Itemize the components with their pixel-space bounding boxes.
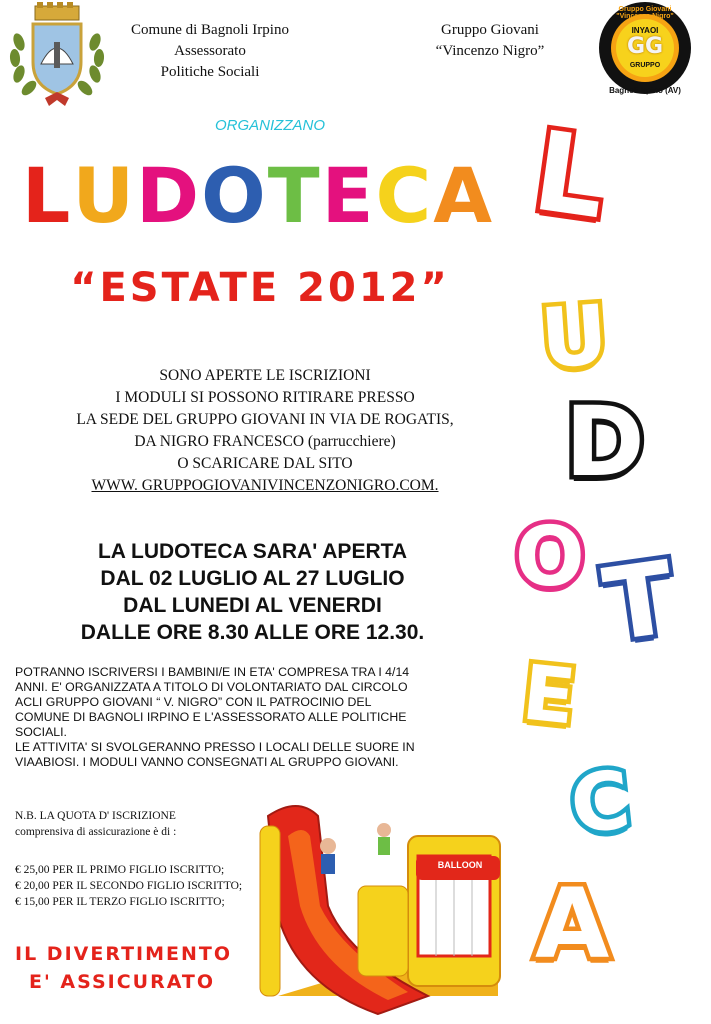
- logo-center-gg: GG: [626, 34, 664, 59]
- paragraph-line: POTRANNO ISCRIVERSI I BAMBINI/E IN ETA' COMPRESA TRA I 4/14: [15, 665, 410, 679]
- side-letter: A: [535, 868, 610, 980]
- fee-item: € 25,00 PER IL PRIMO FIGLIO ISCRITTO;: [15, 864, 225, 876]
- header-left-line-3: Politiche Sociali: [160, 64, 260, 80]
- title-letter: O: [201, 151, 268, 240]
- header-right-line-1: Gruppo Giovani: [441, 22, 539, 38]
- paragraph-line: ANNI. E' ORGANIZZATA A TITOLO DI VOLONTARIATO DAL CIRCOLO: [15, 680, 408, 694]
- bounce-sign: BALLOON: [437, 860, 483, 870]
- title-letter: D: [136, 151, 202, 240]
- nb-note: [15, 808, 255, 840]
- header-left-text: [110, 20, 310, 83]
- nb-line: comprensiva di assicurazione è di :: [15, 826, 177, 838]
- side-letter: E: [518, 647, 580, 742]
- side-letter: D: [565, 386, 645, 498]
- side-letter: C: [566, 753, 635, 852]
- title-letter: T: [267, 151, 322, 240]
- side-letter: O: [515, 510, 585, 605]
- paragraph-line: SOCIALI.: [15, 725, 67, 739]
- opening-line: DALLE ORE 8.30 ALLE ORE 12.30.: [80, 621, 425, 644]
- gruppo-giovani-logo: [593, 0, 697, 104]
- slogan: [15, 940, 265, 996]
- logo-center-bottom: GRUPPO: [629, 62, 661, 69]
- subtitle-estate: “ESTATE 2012”: [70, 265, 450, 311]
- side-letter: L: [526, 106, 614, 244]
- opening-hours: [15, 538, 490, 646]
- main-title: [18, 148, 498, 243]
- slogan-line: E' ASSICURATO: [29, 971, 216, 993]
- info-line: I MODULI SI POSSONO RITIRARE PRESSO: [115, 389, 415, 406]
- opening-line: DAL LUNEDI AL VENERDI: [123, 594, 382, 617]
- logo-caption: Bagnoli Irpino (AV): [609, 86, 681, 95]
- opening-line: DAL 02 LUGLIO AL 27 LUGLIO: [100, 567, 405, 590]
- info-line: DA NIGRO FRANCESCO (parrucchiere): [134, 433, 396, 450]
- title-letter: E: [321, 151, 376, 240]
- description-paragraph: [15, 665, 485, 770]
- info-line: LA SEDE DEL GRUPPO GIOVANI IN VIA DE ROGATIS,: [76, 411, 454, 428]
- paragraph-line: LE ATTIVITA' SI SVOLGERANNO PRESSO I LOCALI DELLE SUORE IN: [15, 740, 415, 754]
- paragraph-line: COMUNE DI BAGNOLI IRPINO E L'ASSESSORATO ALLE POLITICHE: [15, 710, 407, 724]
- nb-line: N.B. LA QUOTA D' ISCRIZIONE: [15, 810, 176, 822]
- header-left-line-1: Comune di Bagnoli Irpino: [131, 22, 289, 38]
- title-letter: U: [72, 151, 137, 240]
- info-line: SONO APERTE LE ISCRIZIONI: [159, 367, 371, 384]
- header-right-text: [400, 20, 580, 62]
- fee-list: [15, 862, 275, 910]
- title-letter: A: [433, 151, 495, 240]
- title-letter: L: [21, 151, 73, 240]
- slogan-line: IL DIVERTIMENTO: [15, 943, 233, 965]
- bouncy-castle-illustration: [258, 796, 510, 1018]
- paragraph-line: VIAABIOSI. I MODULI VANNO CONSEGNATI AL GRUPPO GIOVANI.: [15, 755, 399, 769]
- side-letter: U: [537, 287, 611, 388]
- title-letter: C: [375, 151, 434, 240]
- paragraph-line: ACLI GRUPPO GIOVANI “ V. NIGRO” CON IL PATROCINIO DEL: [15, 695, 372, 709]
- registration-info: [40, 365, 490, 497]
- logo-ring-text: Gruppo Giovani "Vincenzo Nigro": [616, 6, 674, 20]
- header-right-line-2: “Vincenzo Nigro”: [435, 43, 545, 59]
- side-vertical-title: [515, 106, 711, 1024]
- website-link[interactable]: WWW. GRUPPOGIOVANIVINCENZONIGRO.COM.: [91, 477, 439, 494]
- side-letter: T: [597, 538, 681, 665]
- info-line: O SCARICARE DAL SITO: [177, 455, 353, 472]
- header-left-line-2: Assessorato: [174, 43, 246, 59]
- fee-item: € 20,00 PER IL SECONDO FIGLIO ISCRITTO;: [15, 880, 243, 892]
- logo-center-top: INYAOI: [631, 26, 659, 35]
- opening-line: LA LUDOTECA SARA' APERTA: [97, 540, 408, 563]
- organizzano-label: ORGANIZZANO: [214, 117, 325, 134]
- fee-item: € 15,00 PER IL TERZO FIGLIO ISCRITTO;: [15, 896, 225, 908]
- coat-of-arms: [5, 2, 109, 110]
